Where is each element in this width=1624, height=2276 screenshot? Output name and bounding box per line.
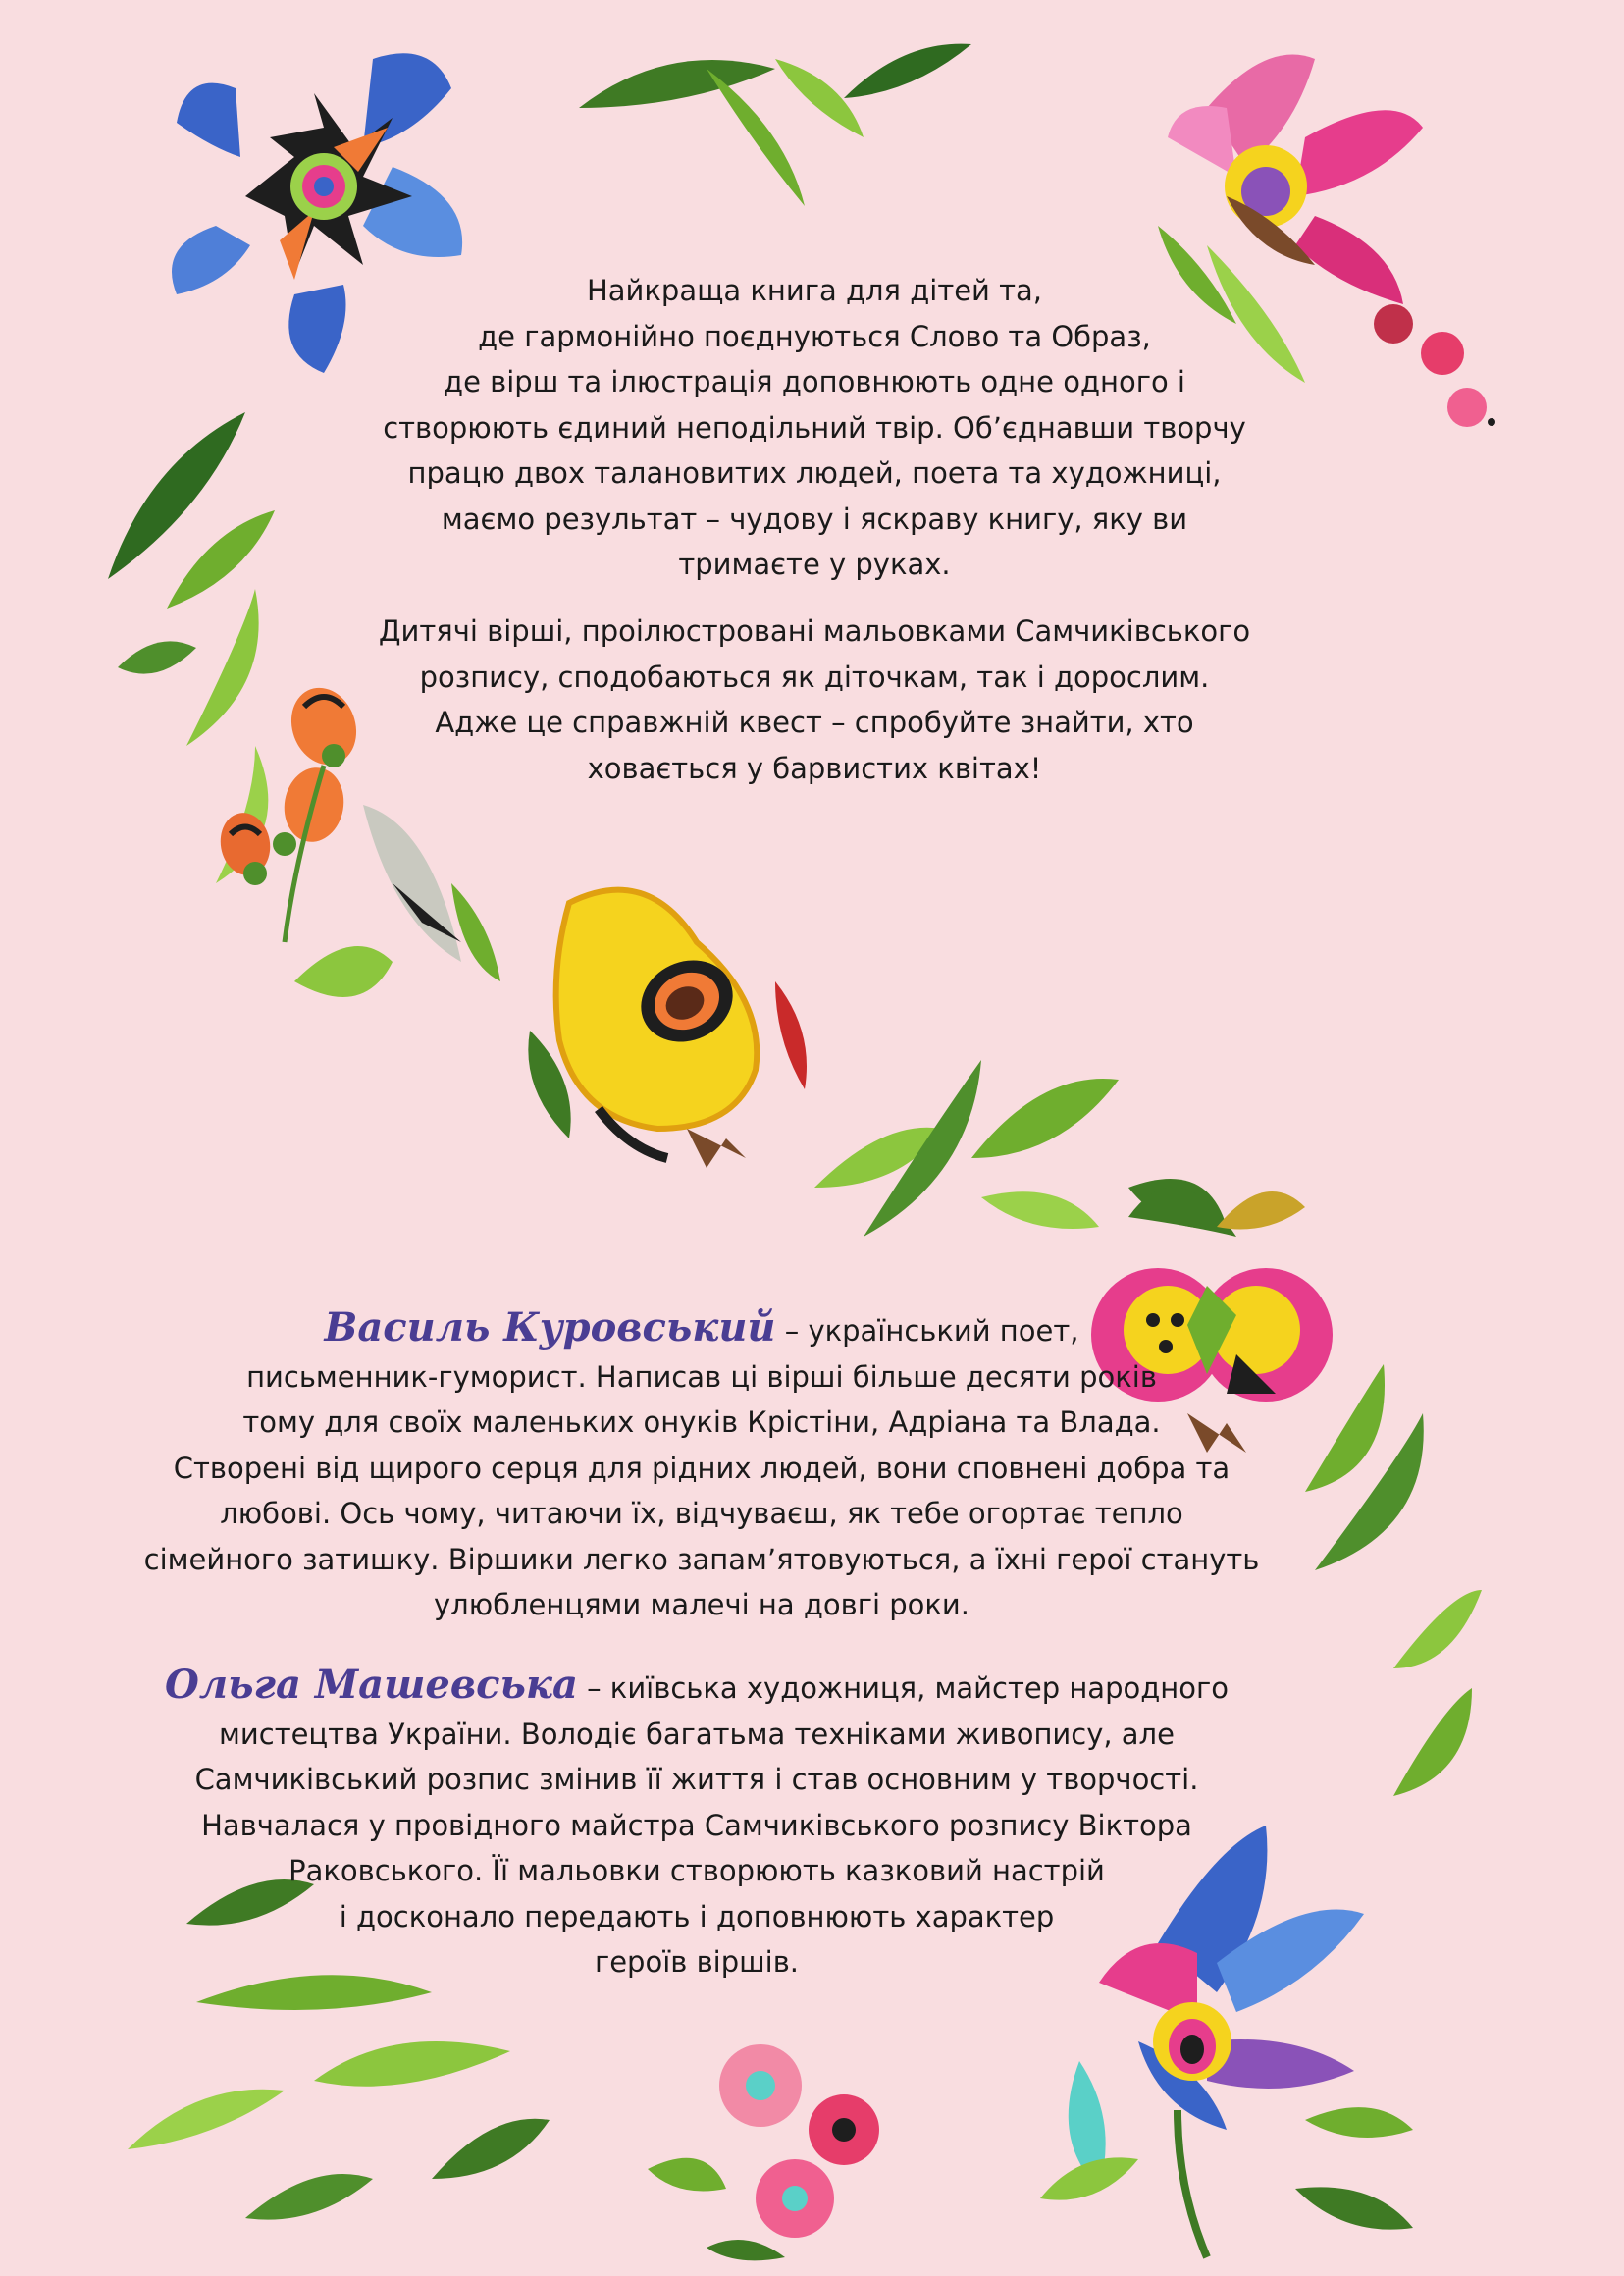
text-line: Самчиківський розпис змінив її життя і став основним у творчості. [194, 1763, 1199, 1796]
text-line: мистецтва України. Володіє багатьма техніками живопису, але [219, 1717, 1175, 1751]
text-line: Навчалася у провідного майстра Самчиківського розпису Віктора [201, 1808, 1192, 1842]
leaf-icon [108, 412, 275, 883]
text-line: створюють єдиний неподільний твір. Об’єднавши творчу [383, 410, 1246, 445]
text-line: сімейного затишку. Віршики легко запам’ятовуються, а їхні герої стануть [143, 1542, 1260, 1576]
illustrator-name: Ольга Машевська [165, 1662, 578, 1708]
text-line: де гармонійно поєднуються Слово та Образ, [478, 319, 1151, 353]
text-line: Дитячі вірші, проілюстровані мальовками Самчиківського [378, 614, 1251, 648]
illustrator-bio-first-line: – київська художниця, майстер народного [577, 1671, 1229, 1705]
intro-paragraph-2 [304, 609, 1325, 791]
text-line: Адже це справжній квест – спробуйте знайти, хто [435, 706, 1194, 739]
text-line [128, 1663, 1266, 1712]
text-line: працю двох талановитих людей, поета та художниці, [407, 456, 1222, 490]
illustrator-bio [128, 1663, 1266, 1985]
yellow-pear-icon [528, 890, 807, 1168]
small-pink-flower-icon [648, 2044, 879, 2260]
text-line: улюбленцями малечі на довгі роки. [434, 1588, 969, 1621]
leaf-icon [579, 44, 971, 206]
author-bio-first-line: – український поет, [775, 1314, 1079, 1348]
text-line: ховається у барвистих квітах! [587, 751, 1042, 785]
text-line: Раковського. Її мальовки створюють казковий настрій [288, 1854, 1105, 1887]
text-line: і досконало передають і доповнюють характер [339, 1899, 1055, 1933]
author-bio [137, 1305, 1266, 1628]
text-line: тримаєте у руках. [678, 548, 951, 581]
author-name: Василь Куровський [324, 1304, 776, 1350]
text-line: розпису, сподобаються як діточкам, так і дорослим. [419, 660, 1210, 694]
text-line: героїв віршів. [594, 1945, 800, 1979]
text-line: маємо результат – чудову і яскраву книгу, яку ви [441, 502, 1188, 536]
text-line: Найкраща книга для дітей та, [586, 274, 1042, 307]
leaf-icon [1305, 1364, 1482, 1796]
intro-paragraph-1 [304, 268, 1325, 588]
berry-icon [1374, 304, 1495, 427]
text-line [137, 1305, 1266, 1354]
text-line: письменник-гуморист. Написав ці вірші більше десяти років [246, 1359, 1157, 1394]
text-line: де вірш та ілюстрація доповнюють одне одного і [444, 365, 1185, 398]
text-line: тому для своїх маленьких онуків Крістіни, Адріана та Влада. [242, 1405, 1161, 1439]
text-line: любові. Ось чому, читаючи їх, відчуваєш, як тебе огортає тепло [220, 1497, 1183, 1530]
text-line: Створені від щирого серця для рідних людей, вони сповнені добра та [173, 1451, 1231, 1485]
